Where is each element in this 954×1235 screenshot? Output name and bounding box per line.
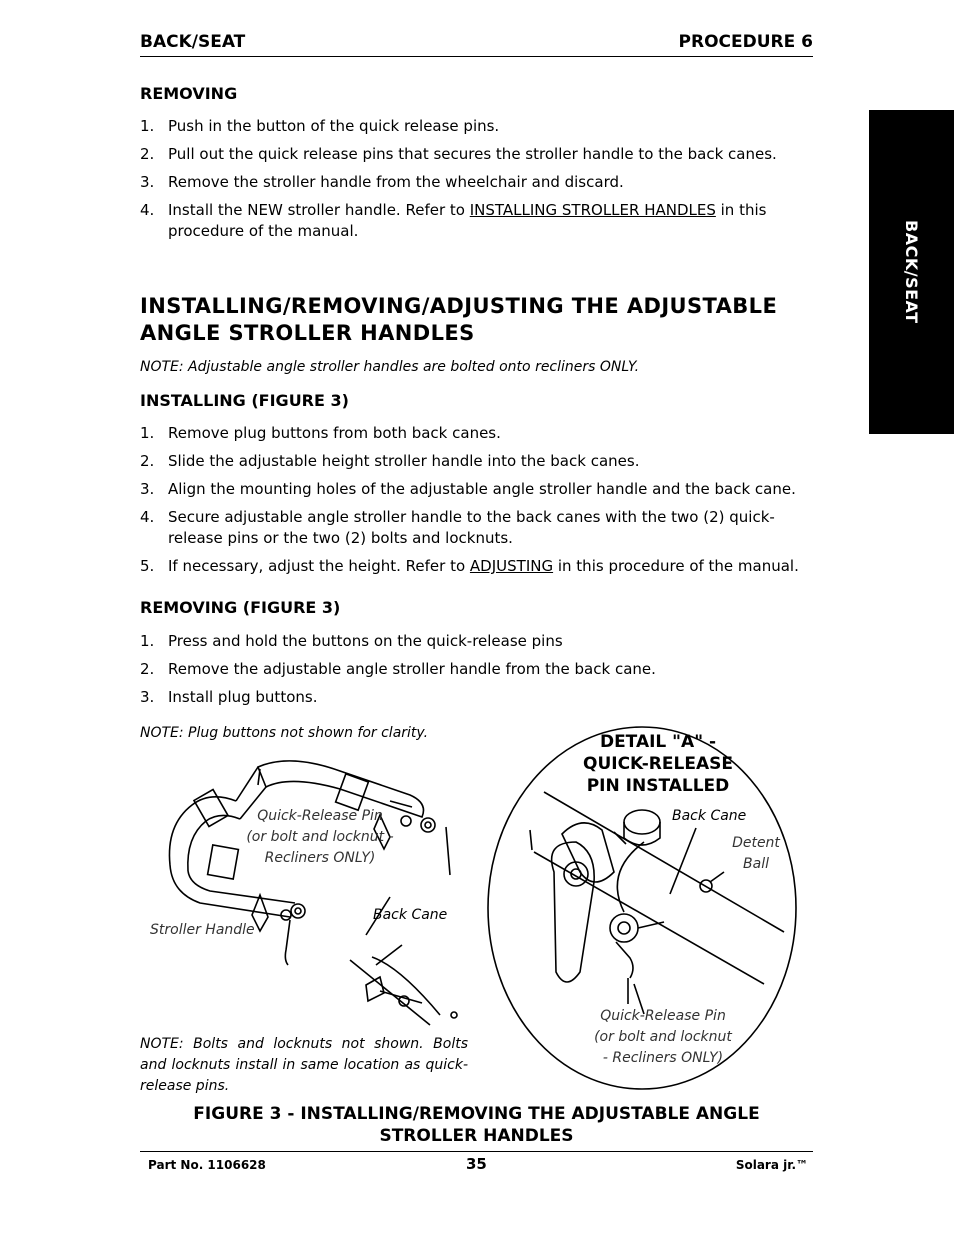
installing-heading: INSTALLING (FIGURE 3) bbox=[140, 391, 349, 410]
figure-note-top: NOTE: Plug buttons not shown for clarity. bbox=[140, 725, 429, 741]
list-item: 4. Secure adjustable angle stroller handle to the back canes with the two (2) quick-release pins or the two (2) bolts and locknuts. bbox=[140, 508, 775, 547]
footer-product: Solara jr.™ bbox=[735, 1158, 808, 1172]
stroller-handle-label: Stroller Handle bbox=[150, 922, 255, 938]
footer-rule bbox=[140, 1151, 813, 1152]
section-title: INSTALLING/REMOVING/ADJUSTING THE ADJUSTABLE ANGLE STROLLER HANDLES bbox=[140, 294, 778, 345]
list-item: 1. Remove plug buttons from both back canes. bbox=[140, 424, 501, 442]
figure-note-bottom: NOTE: Bolts and locknuts not shown. Bolts and locknuts install in same location as quick-release pins. bbox=[140, 1036, 468, 1094]
list-item: 4. Install the NEW stroller handle. Refer to INSTALLING STROLLER HANDLES in this procedure of the manual. bbox=[140, 201, 767, 240]
detent-ball-label: Detent Ball bbox=[732, 835, 780, 872]
section-note: NOTE: Adjustable angle stroller handles are bolted onto recliners ONLY. bbox=[140, 359, 640, 375]
list-item: 3. Install plug buttons. bbox=[140, 688, 318, 706]
installing-stroller-handles-link[interactable]: INSTALLING STROLLER HANDLES bbox=[469, 201, 716, 219]
back-cane-label-left: Back Cane bbox=[373, 907, 448, 923]
stroller-handle-illustration bbox=[140, 745, 480, 1035]
list-item: 1. Push in the button of the quick release pins. bbox=[140, 117, 500, 135]
removing-figure-heading: REMOVING (FIGURE 3) bbox=[140, 598, 341, 617]
footer-part-number: Part No. 1106628 bbox=[148, 1158, 266, 1172]
adjusting-link[interactable]: ADJUSTING bbox=[469, 557, 554, 575]
list-item: 2. Remove the adjustable angle stroller handle from the back cane. bbox=[140, 660, 656, 678]
list-item: 2. Slide the adjustable height stroller handle into the back canes. bbox=[140, 452, 640, 470]
list-item: 3. Align the mounting holes of the adjustable angle stroller handle and the back cane. bbox=[140, 480, 796, 498]
removing-heading: REMOVING bbox=[140, 84, 238, 103]
header-rule bbox=[140, 56, 813, 57]
list-item: 5. If necessary, adjust the height. Refer to ADJUSTING in this procedure of the manual. bbox=[140, 557, 799, 575]
list-item: 3. Remove the stroller handle from the wheelchair and discard. bbox=[140, 173, 624, 191]
list-item: 2. Pull out the quick release pins that secures the stroller handle to the back canes. bbox=[140, 145, 777, 163]
list-item: 1. Press and hold the buttons on the quick-release pins bbox=[140, 632, 563, 650]
quick-release-pin-label-right: Quick-Release Pin (or bolt and locknut - Recliners ONLY) bbox=[594, 1008, 732, 1066]
side-tab-label: BACK/SEAT bbox=[902, 220, 921, 324]
figure-caption: FIGURE 3 - INSTALLING/REMOVING THE ADJUSTABLE ANGLE STROLLER HANDLES bbox=[193, 1104, 760, 1146]
back-cane-label-right: Back Cane bbox=[672, 808, 747, 824]
header-section-title: BACK/SEAT bbox=[140, 32, 246, 52]
detail-a-title: DETAIL "A" - QUICK-RELEASE PIN INSTALLED bbox=[583, 732, 733, 796]
quick-release-pin-label-left: Quick-Release Pin (or bolt and locknut - Recliners ONLY) bbox=[246, 808, 394, 866]
page-number: 35 bbox=[466, 1155, 487, 1173]
header-procedure-number: PROCEDURE 6 bbox=[678, 32, 813, 52]
